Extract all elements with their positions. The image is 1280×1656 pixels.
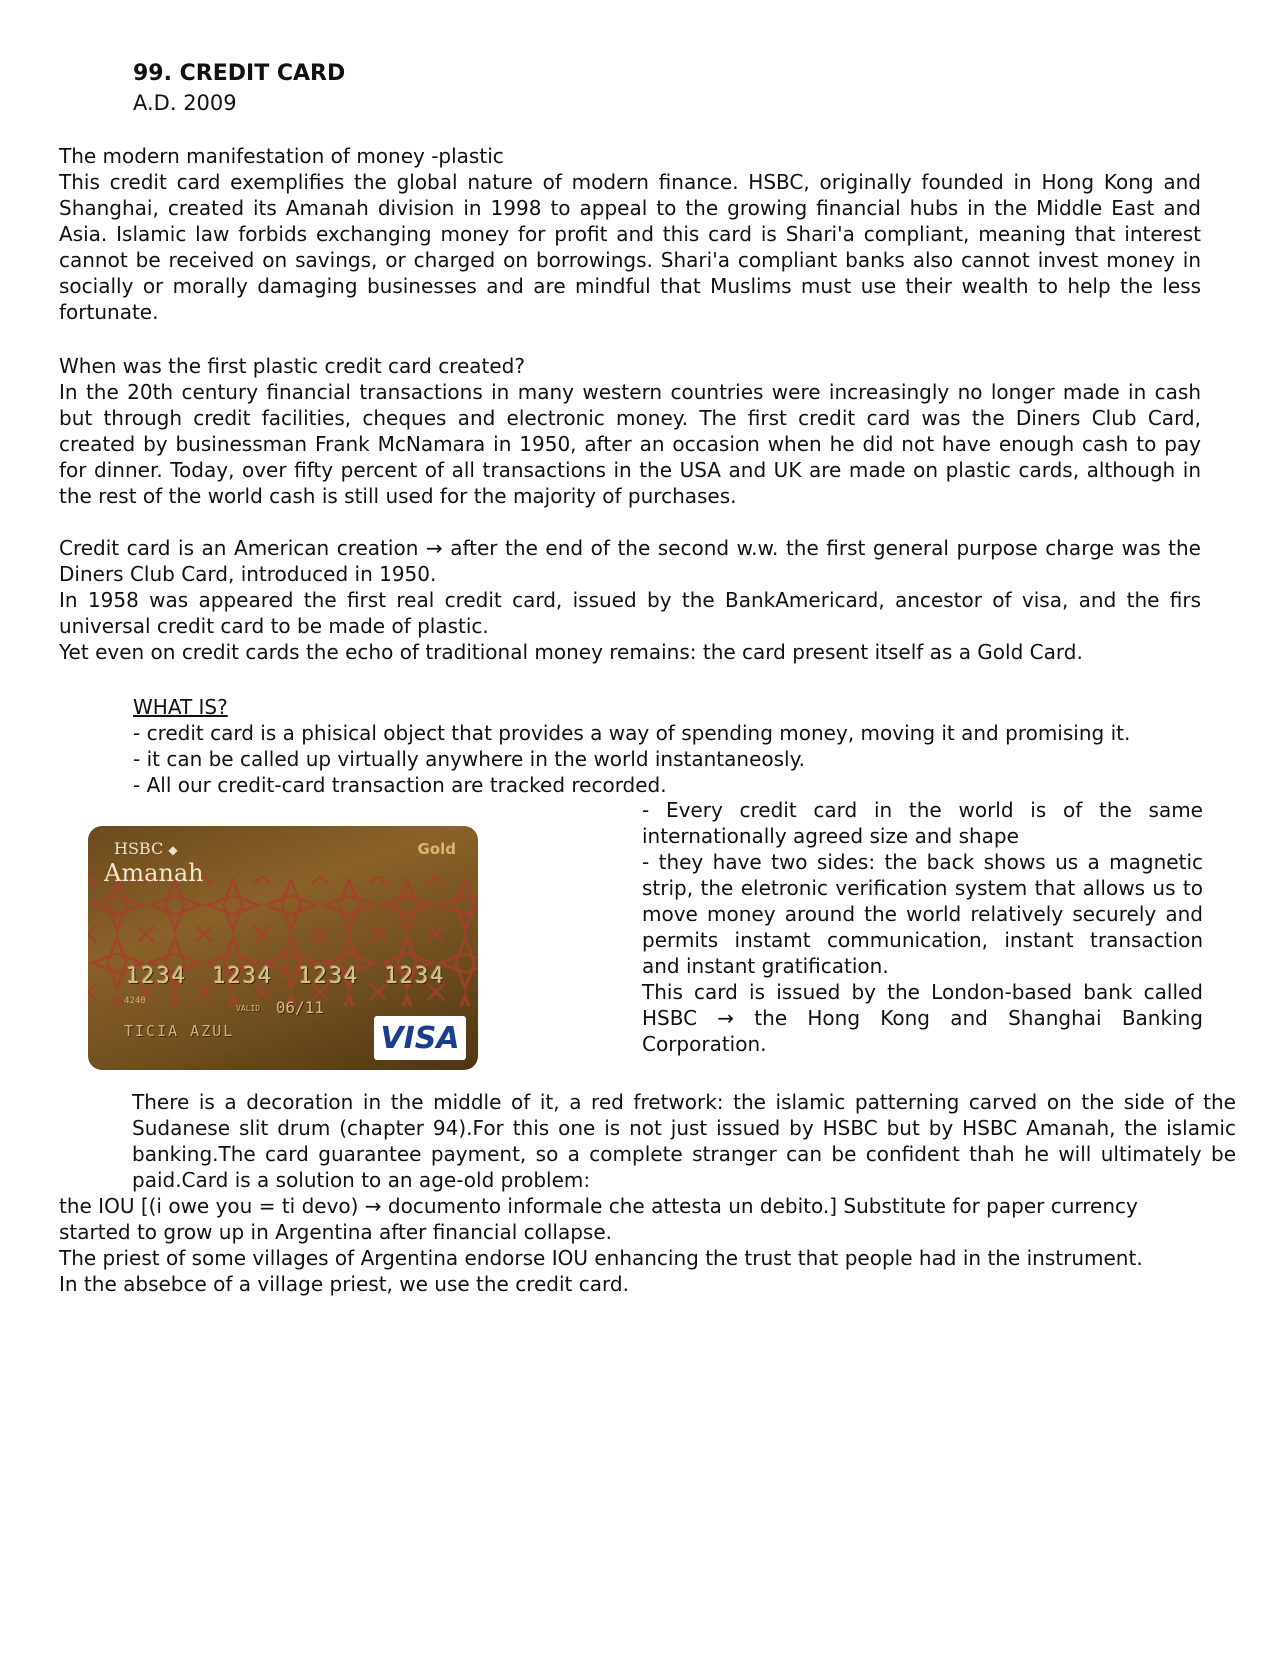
section-4-iou-line: the IOU [(i owe you = ti devo) → documento informale che attesta un debito.] Substitute for paper currency bbox=[59, 1194, 1138, 1218]
section-3-paragraph-2: In 1958 was appeared the first real credit card, issued by the BankAmericard, ancestor of visa, and the firs universal credit card to be made of plastic. bbox=[59, 588, 1201, 638]
what-is-item: - All our credit-card transaction are tracked recorded. bbox=[133, 773, 667, 797]
section-2-body: In the 20th century financial transactions in many western countries were increasingly no longer made in cash but through credit facilities, cheques and electronic money. The first credit card was the Diners Club Card, created by businessman Frank McNamara in 1950, after an occasion when he did not have enough cash to pay for dinner. Today, over fifty percent of all transactions in the USA and UK are made on plastic cards, although in the rest of the world cash is still used for the majority of purchases. bbox=[59, 380, 1201, 508]
section-3-paragraph-1: Credit card is an American creation → after the end of the second w.w. the first general purpose charge was the Diners Club Card, introduced in 1950. bbox=[59, 536, 1201, 586]
card-expiry-value: 06/11 bbox=[275, 998, 324, 1017]
card-valid-label: VALID bbox=[236, 1004, 261, 1013]
what-is-item: - it can be called up virtually anywhere in the world instantaneosly. bbox=[133, 747, 805, 771]
card-brand-text: HSBC bbox=[114, 839, 164, 858]
card-brand bbox=[114, 840, 178, 859]
page-title: 99. CREDIT CARD bbox=[133, 61, 346, 86]
section-4-conclusion: In the absebce of a village priest, we use the credit card. bbox=[59, 1272, 629, 1296]
section-4-iou-continued: started to grow up in Argentina after financial collapse. bbox=[59, 1220, 613, 1244]
page-year: A.D. 2009 bbox=[133, 91, 237, 115]
card-holder: TICIA AZUL bbox=[124, 1022, 235, 1040]
card-tier: Gold bbox=[417, 840, 456, 858]
side-note-3: This card is issued by the London-based bank called HSBC → the Hong Kong and Shanghai Banking Corporation. bbox=[642, 980, 1203, 1056]
section-4-paragraph-1: There is a decoration in the middle of it, a red fretwork: the islamic patterning carved on the side of the Sudanese slit drum (chapter 94).For this one is not just issued by HSBC but by HSBC Amanah, the islamic banking.The card guarantee payment, so a complete stranger can be confident thah he will ultimately be paid.Card is a solution to an age-old problem: bbox=[132, 1090, 1236, 1192]
card-expiry bbox=[236, 998, 324, 1017]
side-note-1: - Every credit card in the world is of the same internationally agreed size and shape bbox=[642, 798, 1203, 848]
card-name: Amanah bbox=[104, 859, 204, 887]
section-3-paragraph-3: Yet even on credit cards the echo of traditional money remains: the card present itself as a Gold Card. bbox=[59, 640, 1083, 664]
card-code: 4240 bbox=[124, 996, 146, 1006]
credit-card-image bbox=[88, 826, 478, 1070]
visa-logo: VISA bbox=[374, 1016, 466, 1060]
section-4-priest: The priest of some villages of Argentina endorse IOU enhancing the trust that people had in the instrument. bbox=[59, 1246, 1143, 1270]
side-notes bbox=[642, 797, 1203, 1057]
section-3 bbox=[59, 535, 1201, 665]
what-is-item: - credit card is a phisical object that provides a way of spending money, moving it and promising it. bbox=[133, 721, 1131, 745]
section-1 bbox=[59, 143, 1201, 325]
side-note-2: - they have two sides: the back shows us a magnetic strip, the eletronic verification system that allows us to move money around the world relatively securely and permits instamt communication, instant transaction and instant gratification. bbox=[642, 850, 1203, 978]
section-2-question: When was the first plastic credit card created? bbox=[59, 354, 525, 378]
card-number: 1234 1234 1234 1234 bbox=[126, 964, 446, 989]
what-is-heading: WHAT IS? bbox=[133, 695, 228, 719]
what-is-section bbox=[133, 694, 1203, 798]
section-1-subtitle: The modern manifestation of money -plastic bbox=[59, 144, 504, 168]
section-4-rest bbox=[59, 1193, 1239, 1297]
section-1-body: This credit card exemplifies the global nature of modern finance. HSBC, originally founded in Hong Kong and Shanghai, created its Amanah division in 1998 to appeal to the growing financial hubs in the Middle East and Asia. Islamic law forbids exchanging money for profit and this card is Shari'a compliant, meaning that interest cannot be received on savings, or charged on borrowings. Shari'a compliant banks also cannot invest money in socially or morally damaging businesses and are mindful that Muslims must use their wealth to help the less fortunate. bbox=[59, 170, 1201, 324]
section-2 bbox=[59, 353, 1201, 509]
hsbc-logo-icon: ◆ bbox=[168, 843, 178, 857]
